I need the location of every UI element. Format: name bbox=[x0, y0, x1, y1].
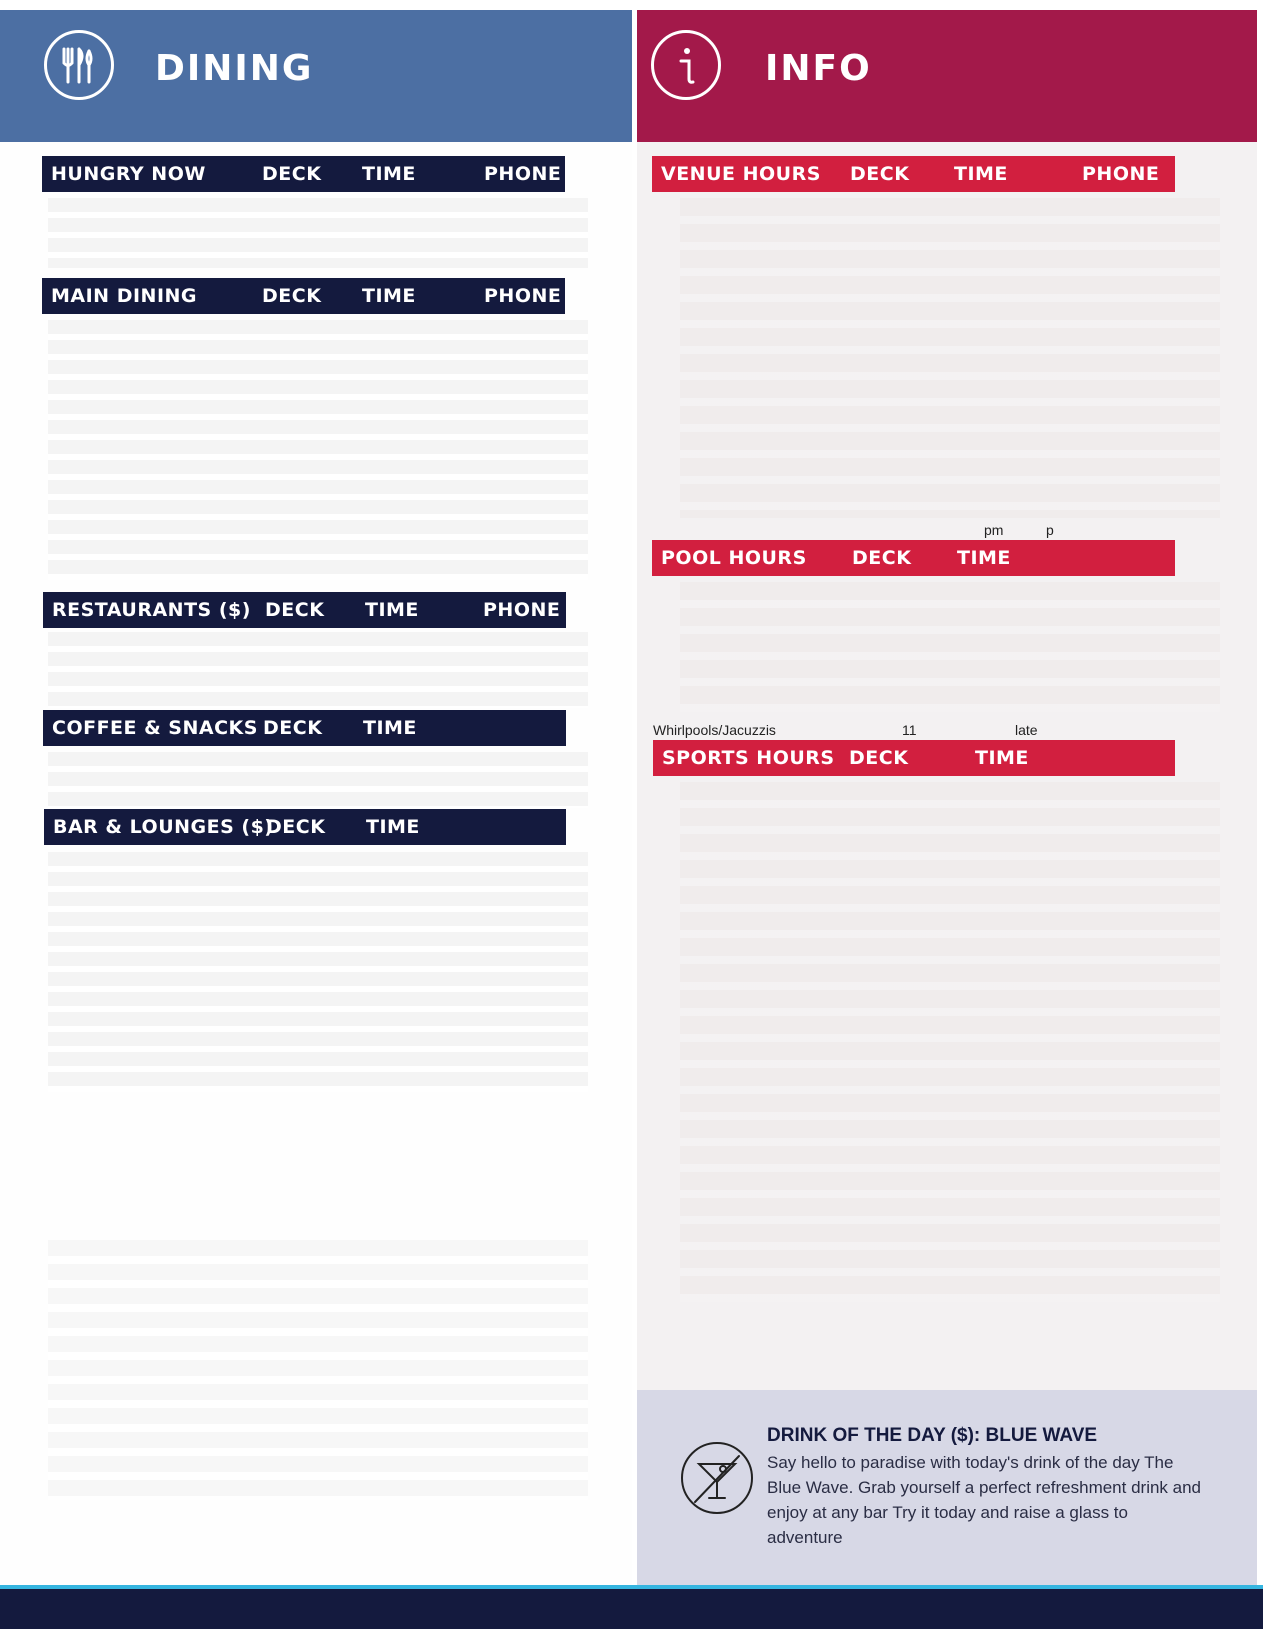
section-title: HUNGRY NOW bbox=[51, 163, 206, 185]
col-time: TIME bbox=[957, 547, 1011, 569]
col-deck: DECK bbox=[850, 163, 910, 185]
sports-hours-rows bbox=[680, 782, 1220, 1302]
pool-hours-rows bbox=[680, 582, 1220, 712]
info-header bbox=[637, 10, 1257, 142]
drink-title: DRINK OF THE DAY ($): BLUE WAVE bbox=[767, 1425, 1098, 1446]
pool-row-deck: 11 bbox=[902, 722, 917, 738]
pool-row-time: late bbox=[1015, 722, 1038, 738]
venue-hours-rows bbox=[680, 198, 1220, 518]
bar-lounges-header bbox=[44, 809, 566, 845]
col-phone: PHONE bbox=[483, 599, 561, 621]
main-dining-header bbox=[42, 278, 565, 314]
section-title: MAIN DINING bbox=[51, 285, 198, 307]
venue-hours-header bbox=[652, 156, 1175, 192]
col-deck: DECK bbox=[262, 163, 322, 185]
col-phone: PHONE bbox=[484, 163, 562, 185]
col-deck: DECK bbox=[266, 816, 326, 838]
col-time: TIME bbox=[365, 599, 419, 621]
info-icon bbox=[651, 30, 721, 100]
col-time: TIME bbox=[975, 747, 1029, 769]
drink-description: Say hello to paradise with today's drink of the day The Blue Wave. Grab yourself a perfect refreshment drink and enjoy at any bar Try it today and raise a glass to adventure bbox=[767, 1453, 1202, 1547]
venue-note-pm: pm bbox=[984, 522, 1004, 538]
dining-header bbox=[0, 10, 632, 142]
col-time: TIME bbox=[362, 163, 416, 185]
dining-column bbox=[0, 10, 632, 1585]
col-deck: DECK bbox=[263, 717, 323, 739]
col-time: TIME bbox=[363, 717, 417, 739]
info-title: INFO bbox=[765, 48, 872, 89]
col-phone: PHONE bbox=[1082, 163, 1160, 185]
cocktail-icon bbox=[681, 1442, 753, 1514]
hungry-now-rows bbox=[48, 198, 588, 268]
col-deck: DECK bbox=[852, 547, 912, 569]
section-title: RESTAURANTS ($) bbox=[52, 599, 251, 621]
footer-bar bbox=[0, 1589, 1263, 1629]
col-deck: DECK bbox=[262, 285, 322, 307]
col-time: TIME bbox=[954, 163, 1008, 185]
col-time: TIME bbox=[366, 816, 420, 838]
venue-note-p: p bbox=[1046, 522, 1054, 538]
sports-hours-header bbox=[653, 740, 1175, 776]
coffee-snacks-header bbox=[43, 710, 566, 746]
col-deck: DECK bbox=[265, 599, 325, 621]
coffee-snacks-rows bbox=[48, 752, 588, 808]
col-time: TIME bbox=[362, 285, 416, 307]
section-title: BAR & LOUNGES ($) bbox=[53, 816, 274, 838]
pool-row-venue: Whirlpools/Jacuzzis bbox=[653, 722, 776, 738]
col-phone: PHONE bbox=[484, 285, 562, 307]
section-title: POOL HOURS bbox=[661, 547, 807, 569]
hungry-now-header bbox=[42, 156, 565, 192]
restaurants-header bbox=[43, 592, 566, 628]
utensils-icon bbox=[44, 30, 114, 100]
section-title: VENUE HOURS bbox=[661, 163, 821, 185]
col-deck: DECK bbox=[849, 747, 909, 769]
drink-of-the-day bbox=[637, 1390, 1257, 1585]
main-dining-rows bbox=[48, 320, 588, 580]
section-title: SPORTS HOURS bbox=[662, 747, 835, 769]
faded-notes bbox=[48, 1240, 588, 1500]
restaurants-rows bbox=[48, 632, 588, 708]
dining-title: DINING bbox=[155, 48, 314, 89]
section-title: COFFEE & SNACKS bbox=[52, 717, 258, 739]
bar-lounges-rows bbox=[48, 852, 588, 1092]
pool-hours-header bbox=[652, 540, 1175, 576]
